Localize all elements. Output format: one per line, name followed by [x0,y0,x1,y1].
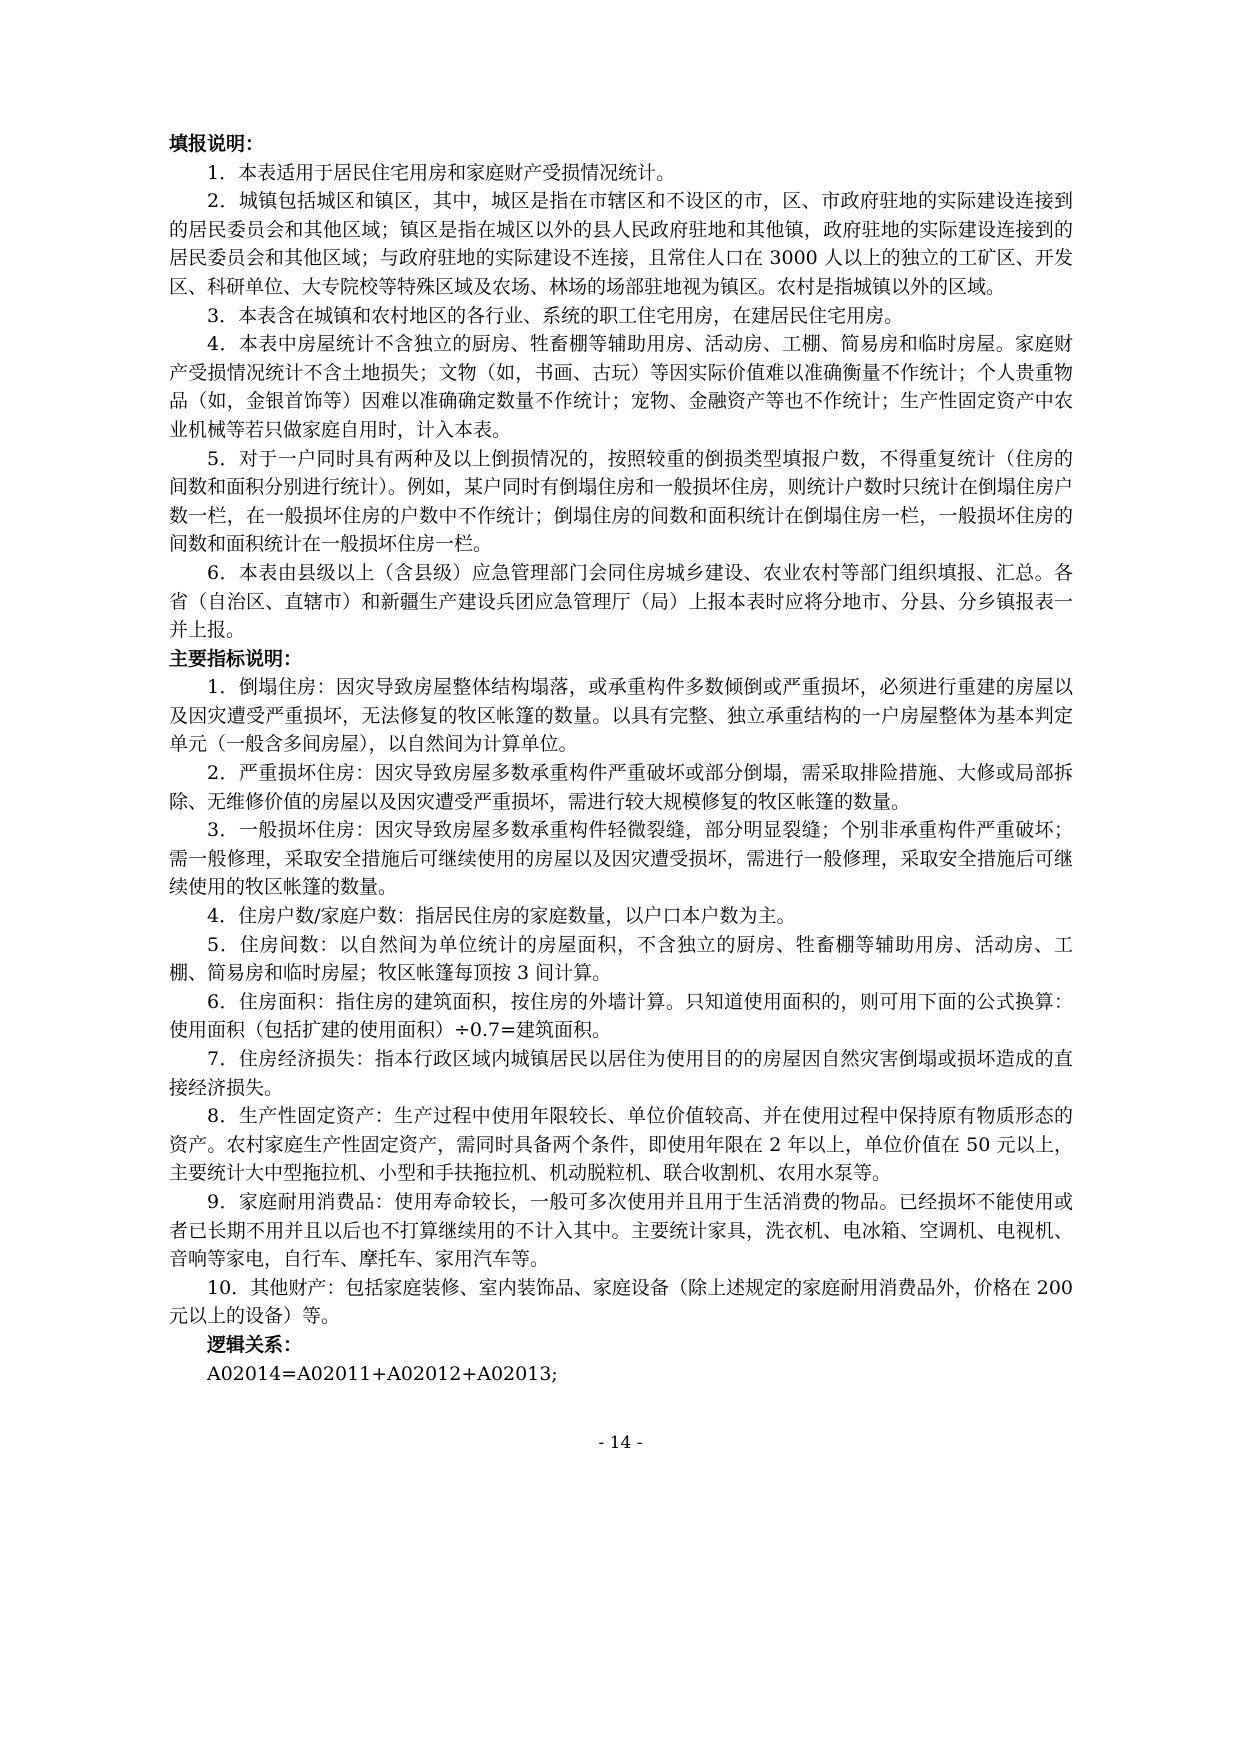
paragraph-indicator-8: 8．生产性固定资产：生产过程中使用年限较长、单位价值较高、并在使用过程中保持原有物质形态的资产。农村家庭生产性固定资产，需同时具备两个条件，即使用年限在 2 年以上，单位价值在 50 元以上，主要统计大中型拖拉机、小型和手扶拖拉机、机动脱粒机、联合收割机、农用水泵等。 [169,1105,1073,1185]
section-heading-logical-relations: 逻辑关系： [207,1333,303,1356]
paragraph-filling-1: 1．本表适用于居民住宅用房和家庭财产受损情况统计。 [207,161,676,184]
paragraph-indicator-7: 7．住房经济损失：指本行政区域内城镇居民以居住为使用目的的房屋因自然灾害倒塌或损坏造成的直接经济损失。 [169,1048,1073,1099]
paragraph-indicator-2: 2．严重损坏住房：因灾导致房屋多数承重构件严重破坏或部分倒塌，需采取排险措施、大修或局部拆除、无维修价值的房屋以及因灾遭受严重损坏，需进行较大规模修复的牧区帐篷的数量。 [169,762,1073,813]
paragraph-indicator-1: 1．倒塌住房：因灾导致房屋整体结构塌落，或承重构件多数倾倒或严重损坏，必须进行重建的房屋以及因灾遭受严重损坏，无法修复的牧区帐篷的数量。以具有完整、独立承重结构的一户房屋整体为基本判定单元（一般含多间房屋），以自然间为计算单位。 [169,676,1073,756]
paragraph-indicator-6: 6．住房面积：指住房的建筑面积，按住房的外墙计算。只知道使用面积的，则可用下面的公式换算：使用面积（包括扩建的使用面积）÷0.7=建筑面积。 [169,990,1073,1042]
section-heading-filling-instructions: 填报说明： [169,133,265,155]
paragraph-indicator-9: 9．家庭耐用消费品：使用寿命较长，一般可多次使用并且用于生活消费的物品。已经损坏不能使用或者已长期不用并且以后也不打算继续用的不计入其中。主要统计家具，洗衣机、电冰箱、空调机、电视机、音响等家电，自行车、摩托车、家用汽车等。 [169,1190,1073,1271]
paragraph-filling-3: 3．本表含在城镇和农村地区的各行业、系统的职工住宅用房，在建居民住宅用房。 [207,304,904,327]
paragraph-filling-5: 5．对于一户同时具有两种及以上倒损情况的，按照较重的倒损类型填报户数，不得重复统计（住房的间数和面积分别进行统计）。例如，某户同时有倒塌住房和一般损坏住房，则统计户数时只统计在倒塌住房户数一栏，在一般损坏住房的户数中不作统计；倒塌住房的间数和面积统计在倒塌住房一栏，一般损坏住房的间数和面积统计在一般损坏住房一栏。 [169,447,1073,556]
section-heading-main-indicators: 主要指标说明： [169,647,303,670]
formula-line: A02014=A02011+A02012+A02013; [207,1362,558,1385]
paragraph-filling-6: 6．本表由县级以上（含县级）应急管理部门会同住房城乡建设、农业农村等部门组织填报、汇总。各省（自治区、直辖市）和新疆生产建设兵团应急管理厅（局）上报本表时应将分地市、分县、分乡镇报表一并上报。 [169,561,1073,642]
page-number: - 14 - [598,1433,643,1453]
paragraph-indicator-5: 5．住房间数：以自然间为单位统计的房屋面积，不含独立的厨房、牲畜棚等辅助用房、活动房、工棚、简易房和临时房屋；牧区帐篷每顶按 3 间计算。 [169,933,1073,985]
document-content [169,130,1073,1388]
paragraph-indicator-10: 10．其他财产：包括家庭装修、室内装饰品、家庭设备（除上述规定的家庭耐用消费品外，价格在 200 元以上的设备）等。 [169,1276,1073,1328]
paragraph-indicator-3: 3．一般损坏住房：因灾导致房屋多数承重构件轻微裂缝，部分明显裂缝；个别非承重构件严重破坏；需一般修理，采取安全措施后可继续使用的房屋以及因灾遭受损坏，需进行一般修理，采取安全措施后可继续使用的牧区帐篷的数量。 [169,819,1073,899]
paragraph-indicator-4: 4．住房户数/家庭户数：指居民住房的家庭数量，以户口本户数为主。 [207,905,796,928]
paragraph-filling-2: 2．城镇包括城区和镇区，其中，城区是指在市辖区和不设区的市，区、市政府驻地的实际建设连接到的居民委员会和其他区域；镇区是指在城区以外的县人民政府驻地和其他镇，政府驻地的实际建设连接到的居民委员会和其他区域；与政府驻地的实际建设不连接，且常住人口在 3000 人以上的独立的工矿区、开发区、科研单位、大专院校等特殊区域及农场、林场的场部驻地视为镇区。农村是指城镇以外的区域。 [169,190,1073,298]
paragraph-filling-4: 4．本表中房屋统计不含独立的厨房、牲畜棚等辅助用房、活动房、工棚、简易房和临时房屋。家庭财产受损情况统计不含土地损失；文物（如，书画、古玩）等因实际价值难以准确衡量不作统计；个人贵重物品（如，金银首饰等）因难以准确确定数量不作统计；宠物、金融资产等也不作统计；生产性固定资产中农业机械等若只做家庭自用时，计入本表。 [169,333,1073,441]
